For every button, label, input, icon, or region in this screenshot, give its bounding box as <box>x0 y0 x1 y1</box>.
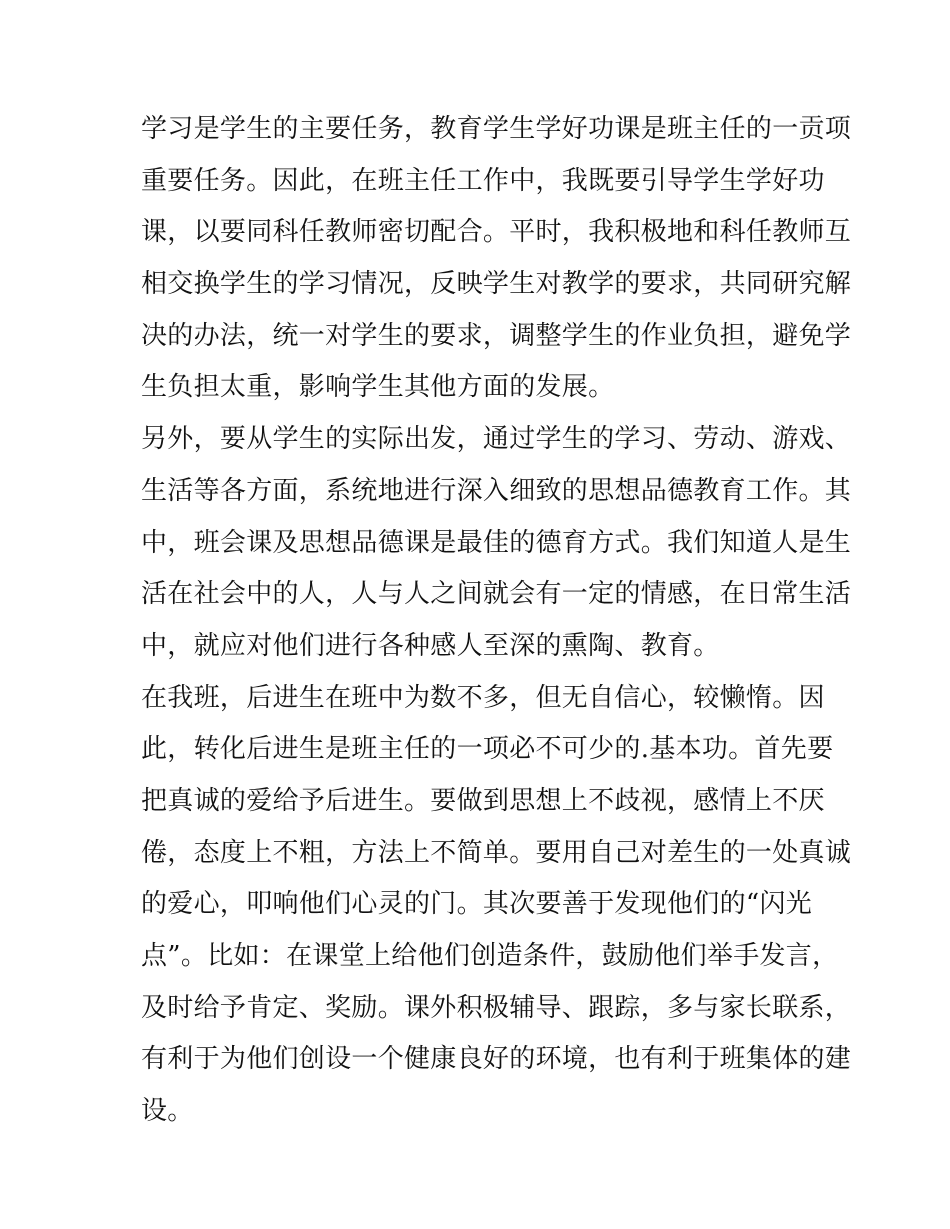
text-line: 相交换学生的学习情况，反映学生对教学的要求，共同研究解 <box>141 269 852 300</box>
text-line: 中，就应对他们进行各种感人至深的熏陶、教育。 <box>141 630 720 661</box>
text-line: 另外，要从学生的实际出发，通过学生的学习、劳动、游戏、 <box>141 424 852 455</box>
text-line: 把真诚的爱给予后进生。要做到思想上不歧视，感情上不厌 <box>141 785 825 816</box>
text-line: 的爱心，叩响他们心灵的门。其次要善于发现他们的“闪光 <box>141 889 813 920</box>
text-line: 学习是学生的主要任务，教育学生学好功课是班主任的一贡项 <box>141 114 852 144</box>
text-line: 中，班会课及思想品德课是最佳的德育方式。我们知道人是生 <box>141 527 852 558</box>
text-line: 及时给予肯定、奖励。课外积极辅导、跟踪，多与家长联系， <box>141 992 852 1023</box>
text-line: 生负担太重，影响学生其他方面的发展。 <box>141 372 615 403</box>
text-line: 生活等各方面，系统地进行深入细致的思想品德教育工作。其 <box>141 475 852 506</box>
text-line: 点”。比如：在课堂上给他们创造条件，鼓励他们举手发言， <box>141 941 839 971</box>
text-line: 在我班，后进生在班中为数不多，但无自信心，较懒惰。因 <box>141 682 825 713</box>
text-line: 倦，态度上不粗，方法上不简单。要用自己对差生的一处真诚 <box>141 837 852 868</box>
text-line: 设。 <box>141 1096 194 1127</box>
document-body <box>141 104 852 1138</box>
text-line: 此，转化后进生是班主任的一项必不可少的.基本功。首先要 <box>141 734 834 765</box>
text-line: 课，以要同科任教师密切配合。平时，我积极地和科任教师互 <box>141 217 852 248</box>
text-line: 活在社会中的人，人与人之间就会有一定的情感，在日常生活 <box>141 579 852 610</box>
text-line: 重要任务。因此，在班主任工作中，我既要引导学生学好功 <box>141 165 825 196</box>
text-line: 有利于为他们创设一个健康良好的环境，也有利于班集体的建 <box>141 1044 852 1075</box>
text-line: 决的办法，统一对学生的要求，调整学生的作业负担，避免学 <box>141 320 852 351</box>
